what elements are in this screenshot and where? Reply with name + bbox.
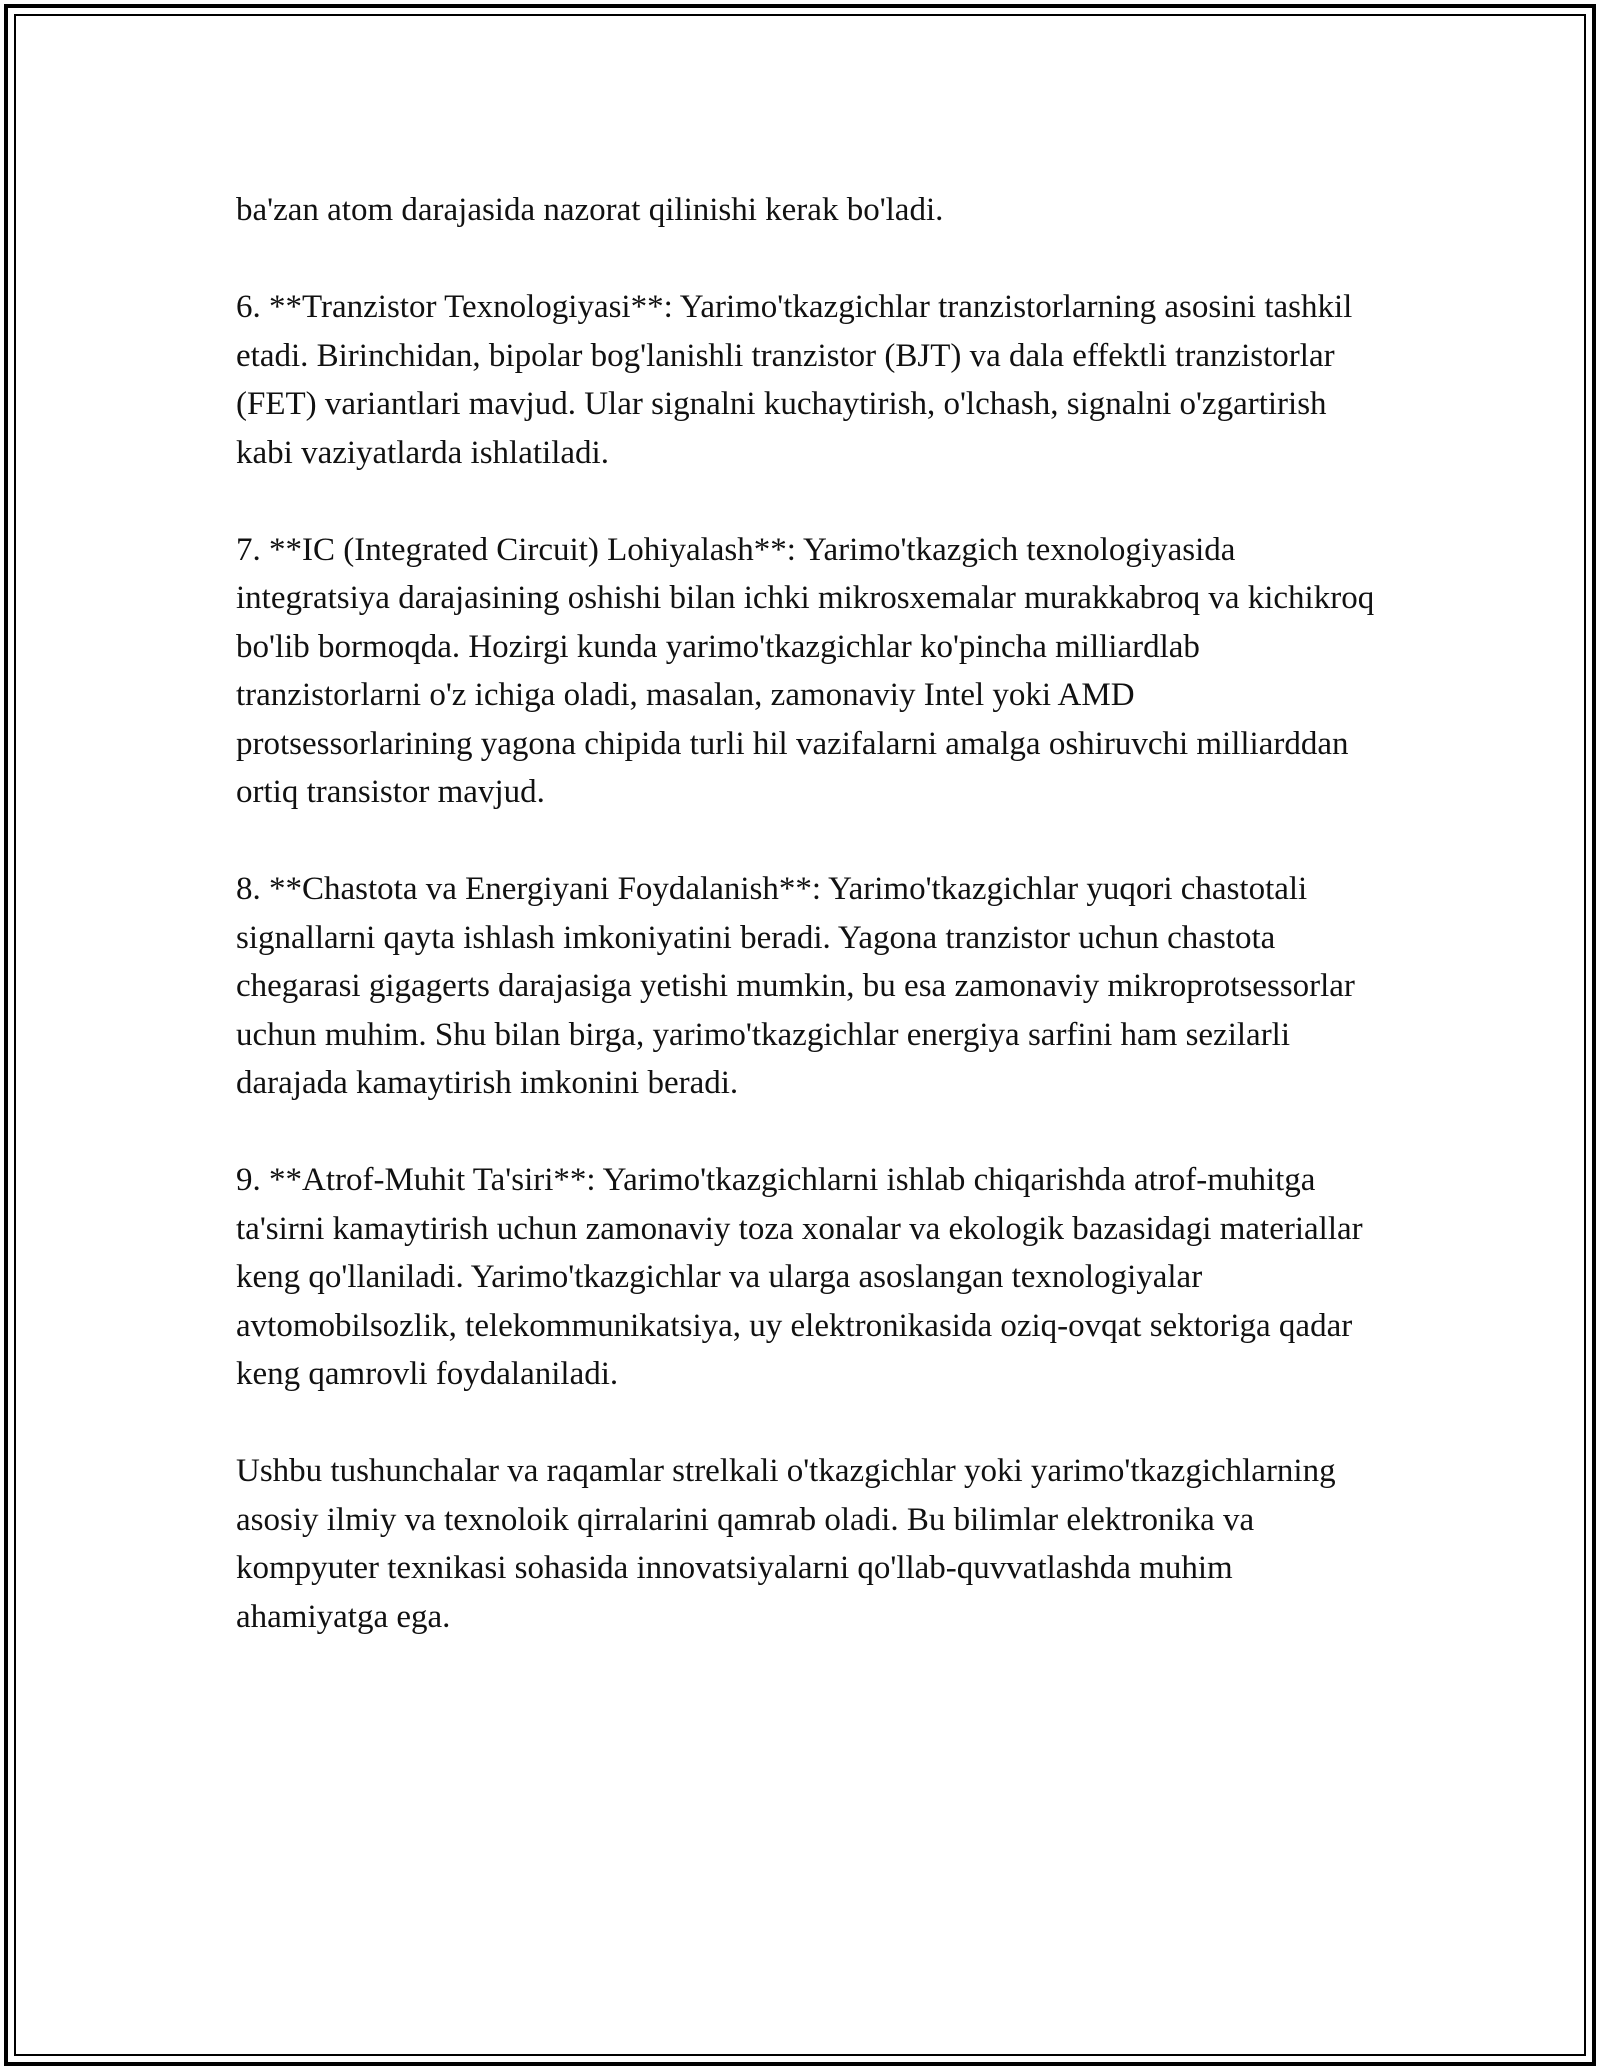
paragraph-ic-lohiyalash: 7. **IC (Integrated Circuit) Lohiyalash**: Yarimo'tkazgich texnologiyasida integratsiya darajasining oshishi bilan ichki mikrosxemalar murakkabroq va kichikroq bo'lib bormoqda. Hozirgi kunda yarimo'tkazgichlar ko'pincha milliardlab tranzistorlarni o'z ichiga oladi, masalan, zamonaviy Intel yoki AMD protsessorlarining yagona chipida turli hil vazifalarni amalga oshiruvchi milliarddan ortiq transistor mavjud. bbox=[236, 531, 1375, 810]
paragraph-tranzistor-texnologiyasi: 6. **Tranzistor Texnologiyasi**: Yarimo'tkazgichlar tranzistorlarning asosini tashkil etadi. Birinchidan, bipolar bog'lanishli tranzistor (BJT) va dala effektli tranzistorlar (FET) variantlari mavjud. Ular signalni kuchaytirish, o'lchash, signalni o'zgartirish kabi vaziyatlarda ishlatiladi. bbox=[236, 289, 1353, 471]
paragraph-chastota-energiya: 8. **Chastota va Energiyani Foydalanish**: Yarimo'tkazgichlar yuqori chastotali signallarni qayta ishlash imkoniyatini beradi. Yagona tranzistor uchun chastota chegarasi gigagerts darajasiga yetishi mumkin, bu esa zamonaviy mikroprotsessorlar uchun muhim. Shu bilan birga, yarimo'tkazgichlar energiya sarfini ham sezilarli darajada kamaytirish imkonini beradi. bbox=[236, 871, 1355, 1101]
document-body bbox=[236, 186, 1376, 1641]
paragraph-atrof-muhit: 9. **Atrof-Muhit Ta'siri**: Yarimo'tkazgichlarni ishlab chiqarishda atrof-muhitga ta'sirni kamaytirish uchun zamonaviy toza xonalar va ekologik bazasidagi materiallar keng qo'llaniladi. Yarimo'tkazgichlar va ularga asoslangan texnologiyalar avtomobilsozlik, telekommunikatsiya, uy elektronikasida oziq-ovqat sektoriga qadar keng qamrovli foydalaniladi. bbox=[236, 1162, 1363, 1392]
paragraph-conclusion: Ushbu tushunchalar va raqamlar strelkali o'tkazgichlar yoki yarimo'tkazgichlarning asosiy ilmiy va texnoloik qirralarini qamrab oladi. Bu bilimlar elektronika va kompyuter texnikasi sohasida innovatsiyalarni qo'llab-quvvatlashda muhim ahamiyatga ega. bbox=[236, 1453, 1336, 1635]
paragraph-continuation: ba'zan atom darajasida nazorat qilinishi kerak bo'ladi. bbox=[236, 192, 944, 228]
